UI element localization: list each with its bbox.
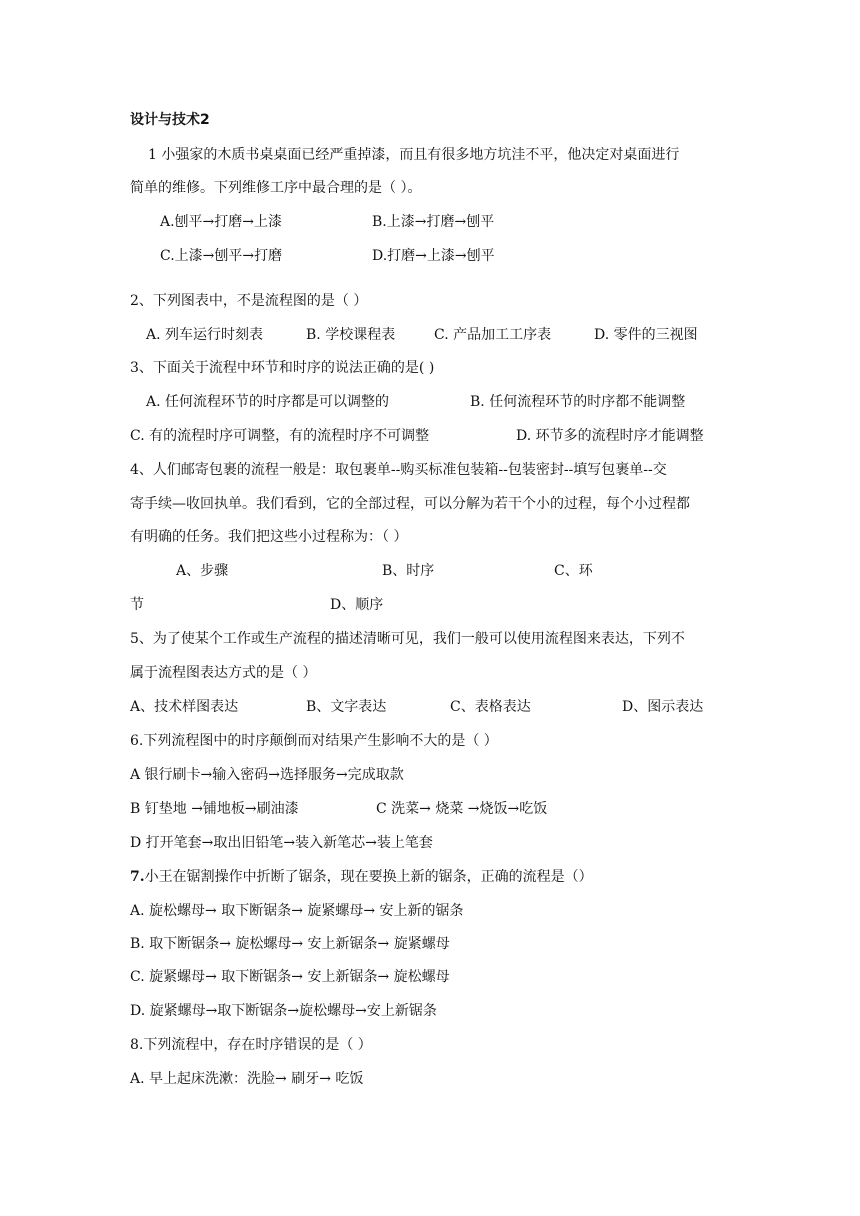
q5-stem-line1: 5、为了使某个工作或生产流程的描述清晰可见，我们一般可以使用流程图来表达，下列不 [130, 631, 685, 647]
q4-option-c-part2: 节 [130, 597, 144, 613]
q3-stem: 3、下面关于流程中环节和时序的说法正确的是( ) [130, 360, 435, 376]
q3-option-c: C. 有的流程时序可调整，有的流程时序不可调整 [130, 428, 430, 444]
q6-option-d: D 打开笔套→取出旧铅笔→装入新笔芯→装上笔套 [130, 835, 433, 851]
q2-option-a: A. 列车运行时刻表 [146, 327, 264, 343]
q7-number: 7. [130, 869, 145, 885]
q4-stem-line3: 有明确的任务。我们把这些小过程称为：（ ） [130, 529, 408, 545]
q3-option-d: D. 环节多的流程时序才能调整 [516, 428, 704, 444]
q4-option-d: D、顺序 [330, 597, 384, 613]
q4-stem-line1: 4、人们邮寄包裹的流程一般是：取包裹单--购买标准包装箱--包装密封--填写包裹单--交 [130, 462, 667, 478]
q1-option-d: D.打磨→上漆→刨平 [372, 248, 495, 264]
q8-option-a: A. 早上起床洗漱：洗脸→ 刷牙→ 吃饭 [130, 1071, 364, 1087]
q7-option-b: B. 取下断锯条→ 旋松螺母→ 安上新锯条→ 旋紧螺母 [130, 936, 450, 952]
q1-option-a: A.刨平→打磨→上漆 [160, 214, 283, 230]
document-title: 设计与技术2 [130, 112, 210, 128]
q1-option-c: C.上漆→刨平→打磨 [160, 248, 283, 264]
q2-option-d: D. 零件的三视图 [594, 327, 698, 343]
q4-option-a: A、步骤 [176, 563, 229, 579]
q7-option-d: D. 旋紧螺母→取下断锯条→旋松螺母→安上新锯条 [130, 1003, 437, 1019]
q2-stem: 2、下列图表中，不是流程图的是（ ） [130, 293, 368, 309]
q1-stem-line2: 简单的维修。下列维修工序中最合理的是（ ）。 [130, 180, 422, 196]
q6-stem: 6.下列流程图中的时序颠倒而对结果产生影响不大的是（ ） [130, 733, 498, 749]
q4-option-c-part1: C、环 [554, 563, 593, 579]
q7-option-a: A. 旋松螺母→ 取下断锯条→ 旋紧螺母→ 安上新的锯条 [130, 903, 464, 919]
q6-option-b: B 钉垫地 →铺地板→刷油漆 [130, 801, 299, 817]
q5-stem-line2: 属于流程图表达方式的是（ ） [130, 665, 317, 681]
q5-option-a: A、技术样图表达 [130, 699, 239, 715]
q7-stem [130, 867, 593, 887]
q1-stem-line1: 1 小强家的木质书桌桌面已经严重掉漆，而且有很多地方坑洼不平，他决定对桌面进行 [148, 147, 680, 163]
q5-option-b: B、文字表达 [306, 699, 387, 715]
q7-stem-text: 小王在锯割操作中折断了锯条，现在要换上新的锯条，正确的流程是（） [144, 869, 593, 885]
q6-option-a: A 银行刷卡→输入密码→选择服务→完成取款 [130, 767, 404, 783]
q5-option-d: D、图示表达 [622, 699, 704, 715]
q4-option-b: B、时序 [382, 563, 435, 579]
q5-option-c: C、表格表达 [450, 699, 531, 715]
q2-option-c: C. 产品加工工序表 [434, 327, 552, 343]
q2-option-b: B. 学校课程表 [306, 327, 396, 343]
q6-option-c: C 洗菜→ 烧菜 →烧饭→吃饭 [376, 801, 548, 817]
q8-stem: 8.下列流程中，存在时序错误的是（ ） [130, 1037, 372, 1053]
q7-option-c: C. 旋紧螺母→ 取下断锯条→ 安上新锯条→ 旋松螺母 [130, 969, 450, 985]
q4-stem-line2: 寄手续—收回执单。我们看到，它的全部过程，可以分解为若干个小的过程，每个小过程都 [130, 496, 690, 512]
q3-option-a: A. 任何流程环节的时序都是可以调整的 [146, 394, 390, 410]
q3-option-b: B. 任何流程环节的时序都不能调整 [470, 394, 686, 410]
q1-option-b: B.上漆→打磨→刨平 [372, 214, 495, 230]
